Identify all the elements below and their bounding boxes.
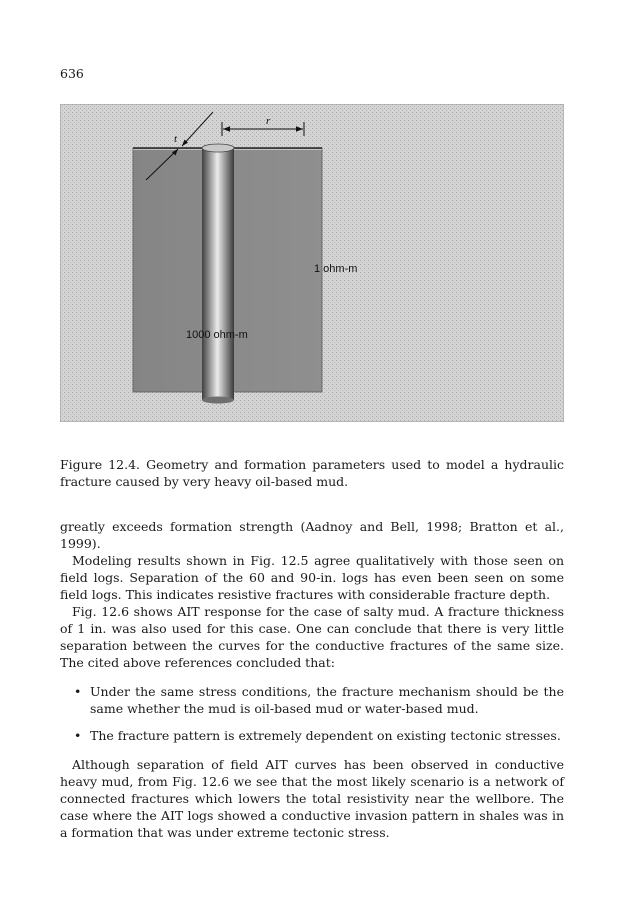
page-number: 636: [60, 66, 84, 81]
list-item: [60, 727, 564, 744]
wellbore-top: [202, 144, 234, 152]
body-text: [60, 518, 564, 841]
list-item-text: Under the same stress conditions, the fracture mechanism should be the same whether the mud is oil-based mud or water-based mud.: [90, 684, 564, 716]
radius-label: r: [266, 115, 271, 127]
paragraph-salty-mud: Fig. 12.6 shows AIT response for the case of salty mud. A fracture thickness of 1 in. was also used for this case. One can conclude that there is very little separation between the curves for the conductive fractures of the same size. The cited above references concluded that:: [60, 604, 564, 670]
bullet-icon: •: [74, 728, 82, 743]
conclusion-list: [60, 683, 564, 744]
fracture-resistivity-label: 1000 ohm-m: [186, 329, 248, 341]
bullet-icon: •: [74, 684, 82, 699]
list-item: [60, 683, 564, 717]
wellbore-bottom: [202, 397, 234, 404]
wellbore: [202, 148, 234, 400]
figure-fracture-geometry: [60, 104, 564, 422]
paragraph-modeling-results: Modeling results shown in Fig. 12.5 agree qualitatively with those seen on field logs. Separation of the 60 and 90-in. logs has even been seen on some field logs. This indicates resistive fractures with considerable fracture depth.: [60, 553, 564, 602]
figure-svg: [60, 104, 564, 422]
figure-caption: Figure 12.4. Geometry and formation parameters used to model a hydraulic fracture caused by very heavy oil-based mud.: [60, 457, 564, 489]
formation-resistivity-label: 1 ohm-m: [314, 263, 358, 275]
thickness-label: t: [174, 133, 178, 145]
paragraph-continued: greatly exceeds formation strength (Aadnoy and Bell, 1998; Bratton et al., 1999).: [60, 519, 564, 551]
paragraph-closing: Although separation of field AIT curves has been observed in conductive heavy mud, from Fig. 12.6 we see that the most likely scenario is a network of connected fractures which lowers the total resistivity near the wellbore. The case where the AIT logs showed a conductive invasion pattern in shales was in a formation that was under extreme tectonic stress.: [60, 757, 564, 840]
list-item-text: The fracture pattern is extremely dependent on existing tectonic stresses.: [90, 728, 561, 743]
